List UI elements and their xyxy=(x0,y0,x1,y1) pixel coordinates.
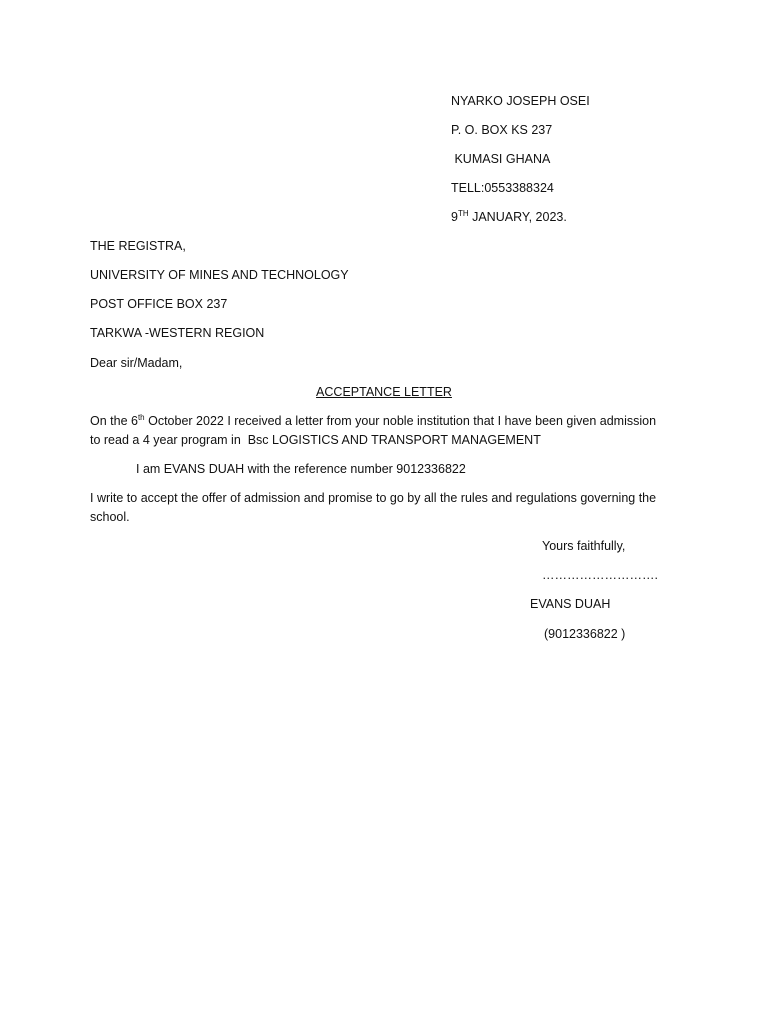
body-paragraph-3-line-1: I write to accept the offer of admission and promise to go by all the rules and regulations governing the xyxy=(90,491,657,505)
body-paragraph-2: I am EVANS DUAH with the reference number 9012336822 xyxy=(136,462,466,476)
recipient-location: TARKWA -WESTERN REGION xyxy=(90,326,265,340)
recipient-institution: UNIVERSITY OF MINES AND TECHNOLOGY xyxy=(90,268,349,282)
recipient-box: POST OFFICE BOX 237 xyxy=(90,297,228,311)
sender-box: P. O. BOX KS 237 xyxy=(451,123,553,137)
p1-suffix: th xyxy=(137,412,145,422)
date-rest: JANUARY, 2023. xyxy=(468,210,567,224)
body-paragraph-1-line-2: to read a 4 year program in Bsc LOGISTICS AND TRANSPORT MANAGEMENT xyxy=(90,433,541,447)
date-suffix: TH xyxy=(457,208,469,218)
date-day: 9 xyxy=(451,210,458,224)
p1-end: October 2022 I received a letter from your noble institution that I have been given admission xyxy=(144,414,657,428)
signature-line: ………………………. xyxy=(542,568,658,582)
valediction: Yours faithfully, xyxy=(542,539,626,553)
heading-text: ACCEPTANCE LETTER xyxy=(316,385,452,399)
sender-tel: TELL:0553388324 xyxy=(451,181,554,195)
salutation: Dear sir/Madam, xyxy=(90,356,183,370)
letter-heading xyxy=(0,384,768,400)
letter-date xyxy=(451,209,567,225)
sender-name: NYARKO JOSEPH OSEI xyxy=(451,94,590,108)
body-paragraph-3-line-2: school. xyxy=(90,510,130,524)
sender-city: KUMASI GHANA xyxy=(451,152,551,166)
recipient-title: THE REGISTRA, xyxy=(90,239,186,253)
signatory-name: EVANS DUAH xyxy=(530,597,611,611)
body-paragraph-1-line-1 xyxy=(90,413,656,429)
p1-start: On the 6 xyxy=(90,414,138,428)
signatory-reference: (9012336822 ) xyxy=(544,627,626,641)
